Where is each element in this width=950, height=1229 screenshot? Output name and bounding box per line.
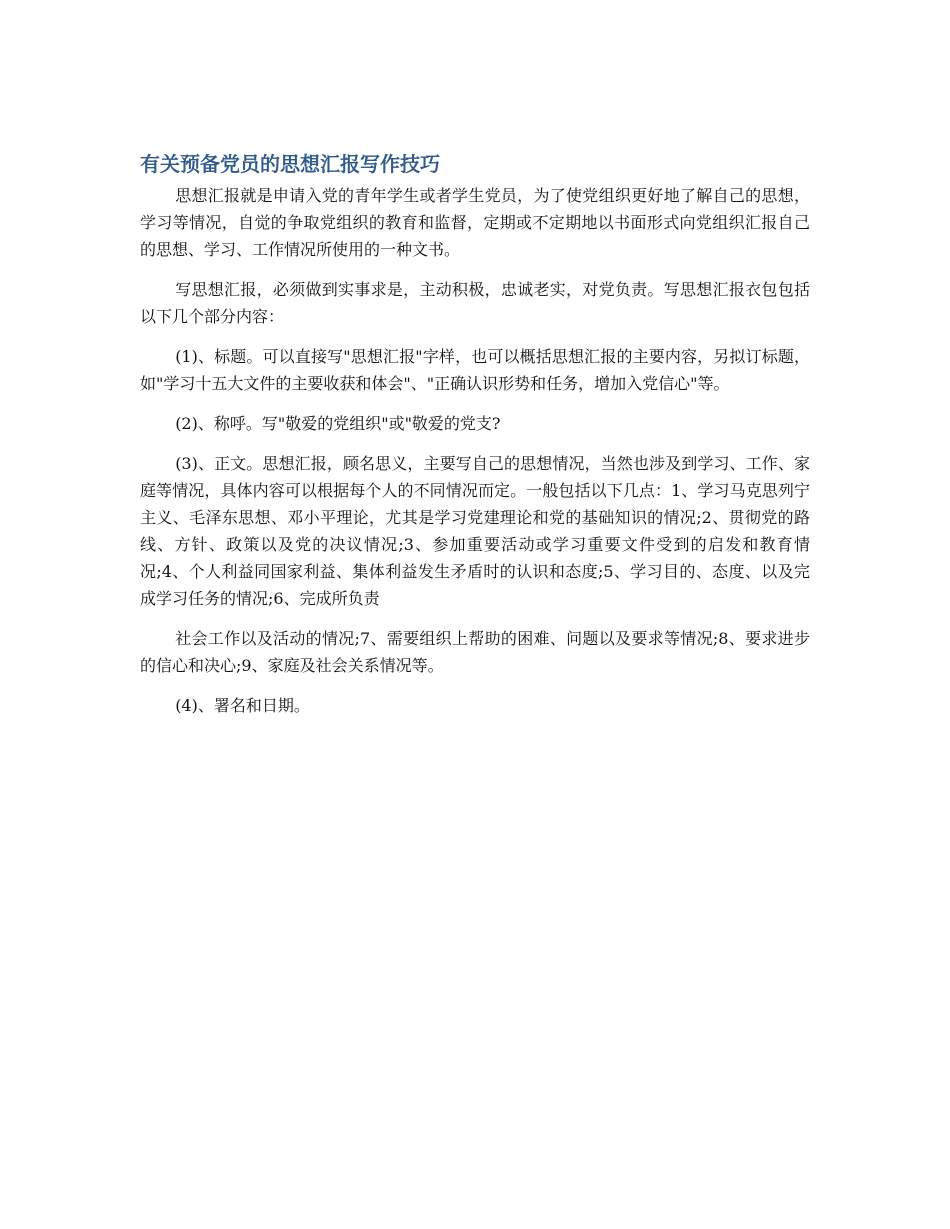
paragraph-body-continued: 社会工作以及活动的情况;7、需要组织上帮助的困难、问题以及要求等情况;8、要求进步的信心和决心;9、家庭及社会关系情况等。 — [140, 629, 810, 675]
paragraph-salutation-section: (2)、称呼。写"敬爱的党组织"或"敬爱的党支? — [175, 414, 501, 433]
paragraph-requirements: 写思想汇报，必须做到实事求是，主动积极，忠诚老实，对党负责。写思想汇报衣包包括以下几个部分内容： — [140, 280, 810, 326]
paragraph-title-section: (1)、标题。可以直接写"思想汇报"字样，也可以概括思想汇报的主要内容，另拟订标题，如"学习十五大文件的主要收获和体会"、"正确认识形势和任务，增加入党信心"等。 — [140, 347, 810, 393]
paragraph-intro: 思想汇报就是申请入党的青年学生或者学生党员，为了使党组织更好地了解自己的思想，学习等情况，自觉的争取党组织的教育和监督，定期或不定期地以书面形式向党组织汇报自己的思想、学习、工作情况所使用的一种文书。 — [140, 186, 810, 259]
paragraph-body-section: (3)、正文。思想汇报，顾名思义，主要写自己的思想情况，当然也涉及到学习、工作、家庭等情况，具体内容可以根据每个人的不同情况而定。一般包括以下几点：1、学习马克思列宁主义、毛泽东思想、邓小平理论，尤其是学习党建理论和党的基础知识的情况;2、贯彻党的路线、方针、政策以及党的决议情况;3、参加重要活动或学习重要文件受到的启发和教育情况;4、个人利益同国家利益、集体利益发生矛盾时的认识和态度;5、学习目的、态度、以及完成学习任务的情况;6、完成所负责 — [140, 454, 810, 608]
paragraph-signature-section: (4)、署名和日期。 — [175, 696, 310, 715]
page-title: 有关预备党员的思想汇报写作技巧 — [140, 152, 440, 176]
document-body — [140, 150, 810, 732]
